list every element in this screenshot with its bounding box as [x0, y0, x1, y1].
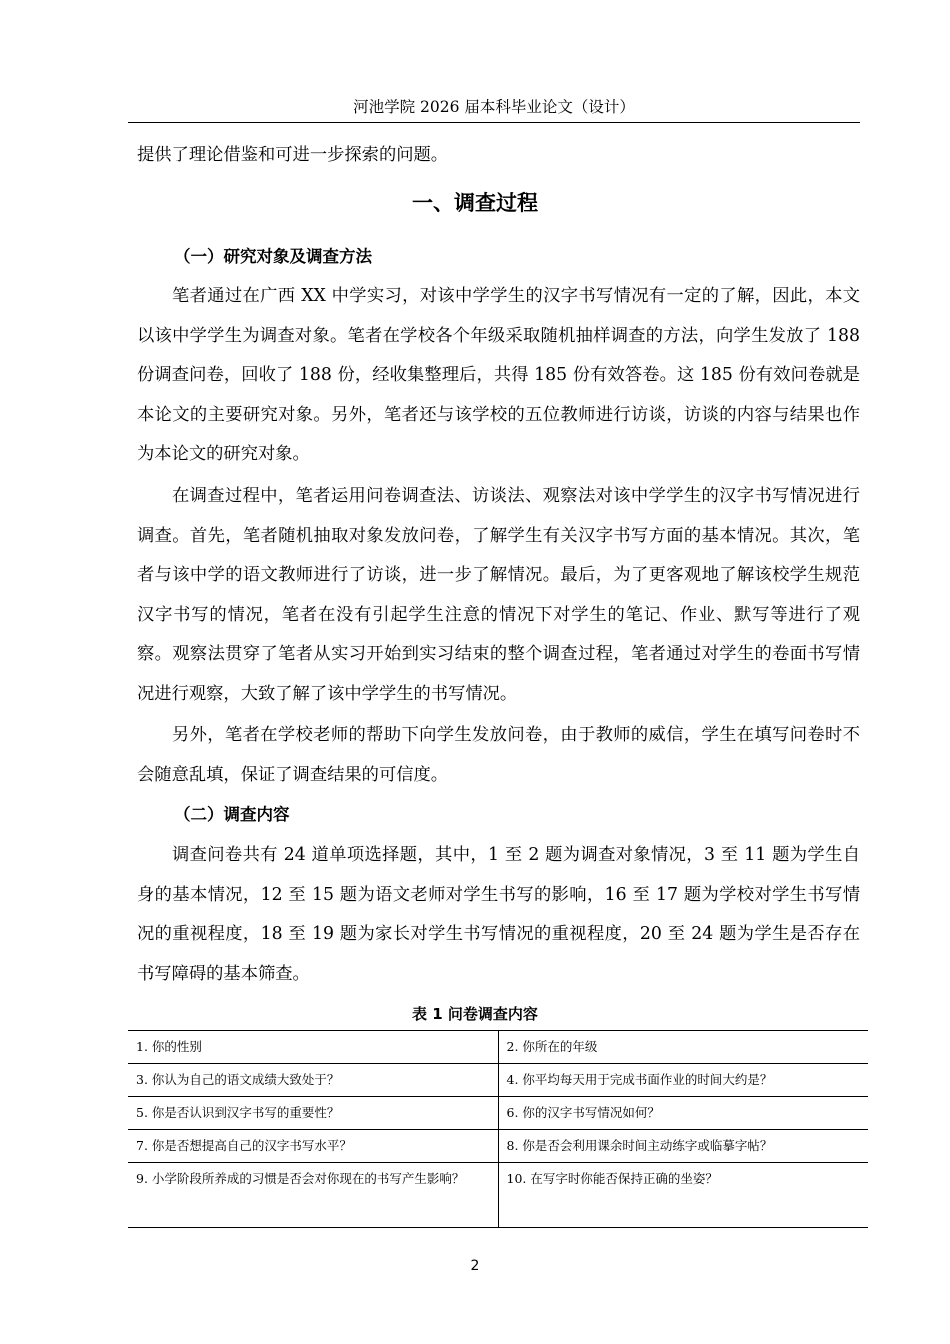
table-row [128, 1064, 868, 1097]
table-cell: 1. 你的性别 [128, 1031, 498, 1064]
table-row [128, 1097, 868, 1130]
table-cell: 9. 小学阶段所养成的习惯是否会对你现在的书写产生影响？ [128, 1163, 498, 1228]
section-heading: 一、调查过程 [412, 191, 538, 215]
table-row [128, 1031, 868, 1064]
paragraph-credibility: 另外，笔者在学校老师的帮助下向学生发放问卷，由于教师的威信，学生在填写问卷时不会随意乱填，保证了调查结果的可信度。 [137, 725, 860, 785]
page-header: 河池学院 2026 届本科毕业论文（设计） [128, 96, 860, 123]
table-cell: 5. 你是否认识到汉字书写的重要性？ [128, 1097, 498, 1130]
continuation-paragraph: 提供了理论借鉴和可进一步探索的问题。 [137, 145, 449, 165]
questionnaire-table [128, 1030, 868, 1228]
table-row [128, 1130, 868, 1163]
subsection-heading-research-subjects: （一）研究对象及调查方法 [174, 247, 372, 266]
table-cell: 3. 你认为自己的语文成绩大致处于？ [128, 1064, 498, 1097]
paragraph-survey-content: 调查问卷共有 24 道单项选择题，其中，1 至 2 题为调查对象情况，3 至 11 题为学生自身的基本情况，12 至 15 题为语文老师对学生书写的影响，16 至 17 题为学校对学生书写情况的重视程度，18 至 19 题为家长对学生书写情况的重视程度，20 至 24 题为学生是否存在书写障碍的基本筛查。 [137, 845, 860, 984]
table-row [128, 1163, 868, 1228]
table-cell: 7. 你是否想提高自己的汉字书写水平？ [128, 1130, 498, 1163]
table-caption: 表 1 问卷调查内容 [412, 1005, 538, 1023]
paragraph-survey-process: 在调查过程中，笔者运用问卷调查法、访谈法、观察法对该中学学生的汉字书写情况进行调查。首先，笔者随机抽取对象发放问卷，了解学生有关汉字书写方面的基本情况。其次，笔者与该中学的语文教师进行了访谈，进一步了解情况。最后，为了更客观地了解该校学生规范汉字书写的情况，笔者在没有引起学生注意的情况下对学生的笔记、作业、默写等进行了观察。观察法贯穿了笔者从实习开始到实习结束的整个调查过程，笔者通过对学生的卷面书写情况进行观察，大致了解了该中学学生的书写情况。 [137, 486, 860, 704]
table-cell: 4. 你平均每天用于完成书面作业的时间大约是？ [498, 1064, 868, 1097]
page-number: 2 [470, 1258, 480, 1274]
table-cell: 6. 你的汉字书写情况如何？ [498, 1097, 868, 1130]
table-cell: 2. 你所在的年级 [498, 1031, 868, 1064]
subsection-heading-survey-content: （二）调查内容 [174, 805, 290, 824]
table-cell: 8. 你是否会利用课余时间主动练字或临摹字帖？ [498, 1130, 868, 1163]
table-cell: 10. 在写字时你能否保持正确的坐姿？ [498, 1163, 868, 1228]
paragraph-research-subjects: 笔者通过在广西 XX 中学实习，对该中学学生的汉字书写情况有一定的了解，因此，本文以该中学学生为调查对象。笔者在学校各个年级采取随机抽样调查的方法，向学生发放了 188 份调查问卷，回收了 188 份，经收集整理后，共得 185 份有效答卷。这 185 份有效问卷就是本论文的主要研究对象。另外，笔者还与该学校的五位教师进行访谈，访谈的内容与结果也作为本论文的研究对象。 [137, 286, 860, 464]
